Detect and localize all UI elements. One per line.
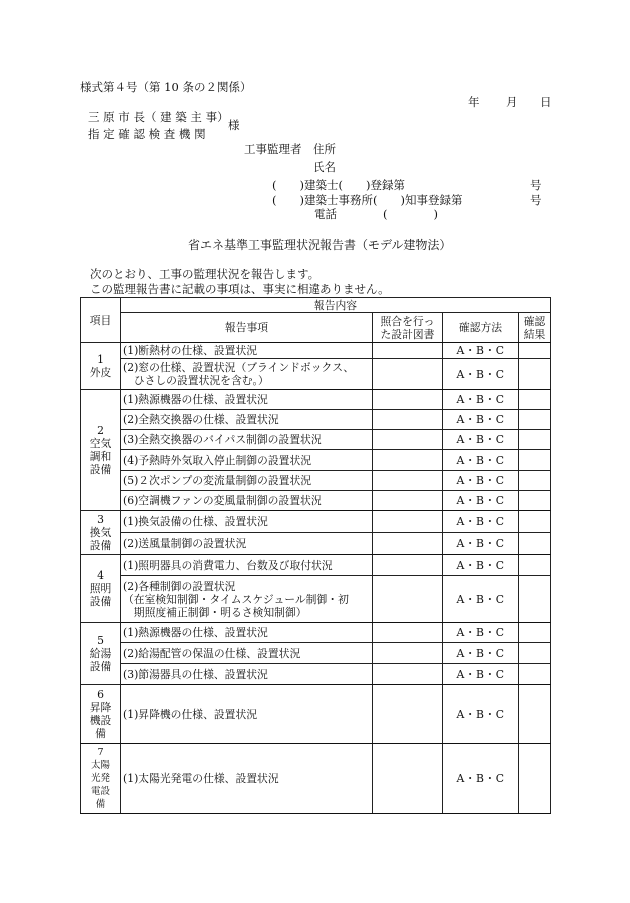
report-item-cell: (2)窓の仕様、設置状況（ブラインドボックス、 ひさしの設置状況を含む。） [121, 359, 373, 390]
category-cell: 4 照明 設備 [81, 555, 121, 623]
table-row [81, 359, 551, 390]
architect-number-suffix: 号 [530, 178, 542, 192]
report-item-cell: (6)空調機ファンの変風量制御の設置状況 [121, 491, 373, 511]
form-number: 様式第４号（第 10 条の２関係） [80, 80, 252, 94]
header-report-items: 報告事項 [121, 313, 373, 343]
header-design-docs: 照合を行っ た設計図書 [373, 313, 443, 343]
header-method: 確認方法 [443, 313, 519, 343]
design-docs-cell[interactable] [373, 623, 443, 643]
report-item-cell: (1)照明器具の消費電力、台数及び取付状況 [121, 555, 373, 576]
table-row [81, 643, 551, 664]
result-cell[interactable] [519, 450, 551, 471]
result-cell[interactable] [519, 533, 551, 555]
design-docs-cell[interactable] [373, 410, 443, 430]
report-item-cell: (5)２次ポンプの変流量制御の設置状況 [121, 471, 373, 491]
result-cell[interactable] [519, 643, 551, 664]
result-cell[interactable] [519, 744, 551, 814]
table-row [81, 576, 551, 623]
table-row [81, 410, 551, 430]
design-docs-cell[interactable] [373, 359, 443, 390]
design-docs-cell[interactable] [373, 643, 443, 664]
result-cell[interactable] [519, 471, 551, 491]
design-docs-cell[interactable] [373, 450, 443, 471]
office-number-suffix: 号 [530, 193, 542, 207]
date-year: 年 [468, 95, 480, 109]
method-options-cell[interactable]: A・B・C [443, 471, 519, 491]
result-cell[interactable] [519, 511, 551, 533]
document-title: 省エネ基準工事監理状況報告書（モデル建物法） [188, 238, 452, 252]
design-docs-cell[interactable] [373, 555, 443, 576]
method-options-cell[interactable]: A・B・C [443, 643, 519, 664]
design-docs-cell[interactable] [373, 664, 443, 685]
result-cell[interactable] [519, 359, 551, 390]
design-docs-cell[interactable] [373, 511, 443, 533]
method-options-cell[interactable]: A・B・C [443, 576, 519, 623]
supervisor-role-label: 工事監理者 [244, 142, 302, 156]
method-options-cell[interactable]: A・B・C [443, 685, 519, 744]
supervisor-name-label: 氏名 [313, 160, 336, 174]
report-item-cell: (1)換気設備の仕様、設置状況 [121, 511, 373, 533]
phone-line: 電話 ( ) [314, 207, 438, 221]
method-options-cell[interactable]: A・B・C [443, 410, 519, 430]
table-row [81, 450, 551, 471]
table-row [81, 533, 551, 555]
addressee-mayor: 三 原 市 長（ 建 築 主 事） [88, 110, 229, 124]
category-cell: 1 外皮 [81, 343, 121, 390]
method-options-cell[interactable]: A・B・C [443, 359, 519, 390]
design-docs-cell[interactable] [373, 390, 443, 410]
office-registration: ( )建築士事務所( )知事登録第 [272, 193, 463, 207]
header-result: 確認 結果 [519, 313, 551, 343]
report-item-cell: (1)熱源機器の仕様、設置状況 [121, 623, 373, 643]
design-docs-cell[interactable] [373, 744, 443, 814]
report-item-cell: (3)全熱交換器のバイパス制御の設置状況 [121, 430, 373, 450]
method-options-cell[interactable]: A・B・C [443, 664, 519, 685]
category-cell: 7 太陽 光発 電設 備 [81, 744, 121, 814]
method-options-cell[interactable]: A・B・C [443, 623, 519, 643]
report-item-cell: (2)各種制御の設置状況 （在室検知制御・タイムスケジュール制御・初 期照度補正制御・明るさ検知制御） [121, 576, 373, 623]
result-cell[interactable] [519, 491, 551, 511]
table-row [81, 623, 551, 643]
result-cell[interactable] [519, 343, 551, 359]
method-options-cell[interactable]: A・B・C [443, 491, 519, 511]
result-cell[interactable] [519, 430, 551, 450]
table-row [81, 471, 551, 491]
design-docs-cell[interactable] [373, 343, 443, 359]
header-category: 項目 [81, 298, 121, 343]
report-item-cell: (4)予熱時外気取入停止制御の設置状況 [121, 450, 373, 471]
report-item-cell: (2)送風量制御の設置状況 [121, 533, 373, 555]
result-cell[interactable] [519, 410, 551, 430]
table-row [81, 511, 551, 533]
report-item-cell: (3)節湯器具の仕様、設置状況 [121, 664, 373, 685]
result-cell[interactable] [519, 685, 551, 744]
table-row [81, 664, 551, 685]
result-cell[interactable] [519, 623, 551, 643]
method-options-cell[interactable]: A・B・C [443, 533, 519, 555]
report-item-cell: (2)全熱交換器の仕様、設置状況 [121, 410, 373, 430]
table-row [81, 555, 551, 576]
header-report-contents: 報告内容 [121, 298, 551, 313]
design-docs-cell[interactable] [373, 471, 443, 491]
table-row [81, 491, 551, 511]
method-options-cell[interactable]: A・B・C [443, 390, 519, 410]
result-cell[interactable] [519, 555, 551, 576]
method-options-cell[interactable]: A・B・C [443, 430, 519, 450]
result-cell[interactable] [519, 390, 551, 410]
intro-line-2: この監理報告書に記載の事項は、事実に相違ありません。 [90, 282, 390, 296]
result-cell[interactable] [519, 576, 551, 623]
report-item-cell: (1)熱源機器の仕様、設置状況 [121, 390, 373, 410]
supervisor-address-label: 住所 [313, 142, 336, 156]
addressee-agency: 指 定 確 認 検 査 機 関 [88, 127, 206, 141]
architect-registration: ( )建築士( )登録第 [272, 178, 405, 192]
table-row [81, 430, 551, 450]
report-item-cell: (2)給湯配管の保温の仕様、設置状況 [121, 643, 373, 664]
addressee-honorific: 様 [228, 118, 240, 132]
report-item-cell: (1)昇降機の仕様、設置状況 [121, 685, 373, 744]
method-options-cell[interactable]: A・B・C [443, 450, 519, 471]
table-row [81, 390, 551, 410]
table-row [81, 685, 551, 744]
intro-line-1: 次のとおり、工事の監理状況を報告します。 [90, 267, 320, 281]
result-cell[interactable] [519, 664, 551, 685]
method-options-cell[interactable]: A・B・C [443, 511, 519, 533]
method-options-cell[interactable]: A・B・C [443, 555, 519, 576]
design-docs-cell[interactable] [373, 685, 443, 744]
design-docs-cell[interactable] [373, 491, 443, 511]
method-options-cell[interactable]: A・B・C [443, 744, 519, 814]
table-row [81, 744, 551, 814]
category-cell: 5 給湯 設備 [81, 623, 121, 685]
report-item-cell: (1)断熱材の仕様、設置状況 [121, 343, 373, 359]
category-cell: 2 空気 調和 設備 [81, 390, 121, 511]
report-table [80, 297, 551, 814]
category-cell: 6 昇降 機設 備 [81, 685, 121, 744]
design-docs-cell[interactable] [373, 430, 443, 450]
method-options-cell[interactable]: A・B・C [443, 343, 519, 359]
date-day: 日 [540, 95, 552, 109]
category-cell: 3 換気 設備 [81, 511, 121, 555]
report-item-cell: (1)太陽光発電の仕様、設置状況 [121, 744, 373, 814]
table-row [81, 343, 551, 359]
design-docs-cell[interactable] [373, 533, 443, 555]
date-month: 月 [506, 95, 518, 109]
design-docs-cell[interactable] [373, 576, 443, 623]
